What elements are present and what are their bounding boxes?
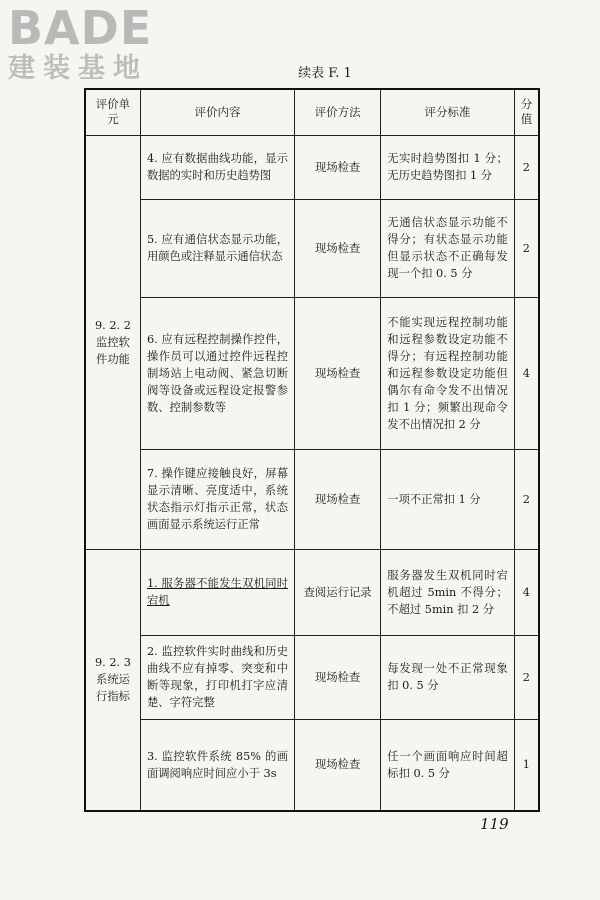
table-row bbox=[85, 549, 539, 635]
standard-cell: 不能实现远程控制功能和远程参数设定功能不得分；有远程控制功能和远程参数设定功能但偶尔有命令发不出情况扣 1 分；频繁出现命令发不出情况扣 2 分 bbox=[381, 297, 515, 449]
header-score: 分值 bbox=[514, 89, 539, 135]
score-cell: 1 bbox=[514, 719, 539, 811]
page-number: 119 bbox=[480, 815, 509, 833]
standard-cell: 无通信状态显示功能不得分；有状态显示功能但显示状态不正确每发现一个扣 0. 5 分 bbox=[381, 199, 515, 297]
unit-cell: 9. 2. 3 系统运行指标 bbox=[85, 549, 140, 811]
table-caption: 续表 F. 1 bbox=[298, 66, 352, 81]
table-row bbox=[85, 297, 539, 449]
score-cell: 2 bbox=[514, 199, 539, 297]
table-row bbox=[85, 199, 539, 297]
content-cell: 1. 服务器不能发生双机同时宕机 bbox=[140, 549, 294, 635]
table-row bbox=[85, 635, 539, 719]
method-cell: 现场检查 bbox=[295, 719, 381, 811]
score-cell: 4 bbox=[514, 297, 539, 449]
header-row bbox=[85, 89, 539, 135]
standard-cell: 任一个画面响应时间超标扣 0. 5 分 bbox=[381, 719, 515, 811]
table-row bbox=[85, 719, 539, 811]
brand-logo bbox=[8, 1, 183, 90]
method-cell: 现场检查 bbox=[295, 449, 381, 549]
evaluation-table bbox=[84, 88, 540, 812]
content-cell: 4. 应有数据曲线功能，显示数据的实时和历史趋势图 bbox=[140, 135, 294, 199]
standard-cell: 每发现一处不正常现象扣 0. 5 分 bbox=[381, 635, 515, 719]
method-cell: 现场检查 bbox=[295, 199, 381, 297]
logo-brand: BADE bbox=[8, 1, 153, 55]
standard-cell: 无实时趋势图扣 1 分；无历史趋势图扣 1 分 bbox=[381, 135, 515, 199]
content-cell: 5. 应有通信状态显示功能，用颜色或注释显示通信状态 bbox=[140, 199, 294, 297]
score-cell: 2 bbox=[514, 635, 539, 719]
unit-cell: 9. 2. 2 监控软件功能 bbox=[85, 135, 140, 549]
header-unit: 评价单元 bbox=[85, 89, 140, 135]
score-cell: 2 bbox=[514, 135, 539, 199]
header-standard: 评分标准 bbox=[381, 89, 515, 135]
method-cell: 现场检查 bbox=[295, 297, 381, 449]
table-row bbox=[85, 449, 539, 549]
logo-subtitle: 建装基地 bbox=[8, 53, 148, 84]
standard-cell: 服务器发生双机同时宕机超过 5min 不得分；不超过 5min 扣 2 分 bbox=[381, 549, 515, 635]
score-cell: 2 bbox=[514, 449, 539, 549]
content-cell: 2. 监控软件实时曲线和历史曲线不应有掉零、突变和中断等现象，打印机打字应清楚、字符完整 bbox=[140, 635, 294, 719]
method-cell: 现场检查 bbox=[295, 635, 381, 719]
header-content: 评价内容 bbox=[140, 89, 294, 135]
standard-cell: 一项不正常扣 1 分 bbox=[381, 449, 515, 549]
content-cell: 3. 监控软件系统 85% 的画面调阅响应时间应小于 3s bbox=[140, 719, 294, 811]
method-cell: 查阅运行记录 bbox=[295, 549, 381, 635]
content-cell: 6. 应有远程控制操作控件，操作员可以通过控件远程控制场站上电动阀、紧急切断阀等设备或远程设定报警参数、控制参数等 bbox=[140, 297, 294, 449]
content-cell: 7. 操作键应接触良好，屏幕显示清晰、亮度适中，系统状态指示灯指示正常，状态画面显示系统运行正常 bbox=[140, 449, 294, 549]
method-cell: 现场检查 bbox=[295, 135, 381, 199]
score-cell: 4 bbox=[514, 549, 539, 635]
table-row bbox=[85, 135, 539, 199]
header-method: 评价方法 bbox=[295, 89, 381, 135]
